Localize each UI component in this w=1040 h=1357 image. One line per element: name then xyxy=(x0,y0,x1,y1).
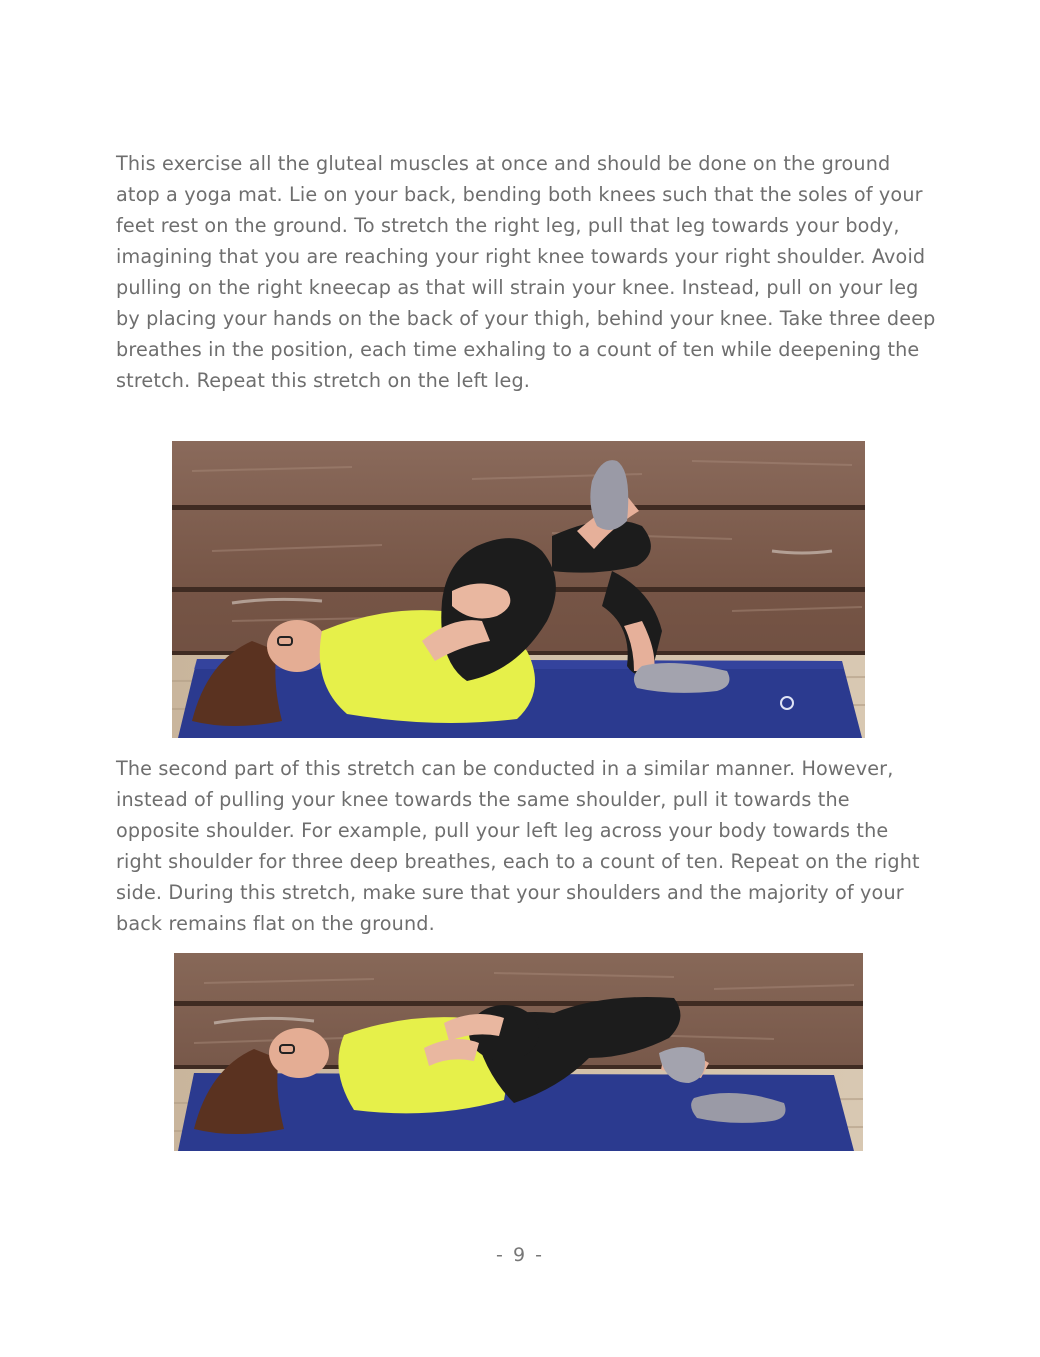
photo-knee-to-opposite-shoulder-stretch xyxy=(174,953,863,1151)
page-number: - 9 - xyxy=(496,1244,544,1266)
paragraph-knee-to-chest: This exercise all the gluteal muscles at once and should be done on the ground atop a yoga mat. Lie on your back, bending both knees such that the soles of your feet rest on the ground. To stretch the right leg, pull that leg towards your body, imagining that you are reaching your right knee towards your right shoulder. Avoid pulling on the right kneecap as that will strain your knee. Instead, pull on your leg by placing your hands on the back of your thigh, behind your knee. Take three deep breathes in the position, each time exhaling to a count of ten while deepening the stretch. Repeat this stretch on the left leg. xyxy=(116,152,936,392)
photo-knee-to-same-shoulder-stretch xyxy=(172,441,865,738)
paragraph-opposite-shoulder: The second part of this stretch can be conducted in a similar manner. However, instead of pulling your knee towards the same shoulder, pull it towards the opposite shoulder. For example, pull your left leg across your body towards the right shoulder for three deep breathes, each to a count of ten. Repeat on the right side. During this stretch, make sure that your shoulders and the majority of your back remains flat on the ground. xyxy=(116,757,920,935)
